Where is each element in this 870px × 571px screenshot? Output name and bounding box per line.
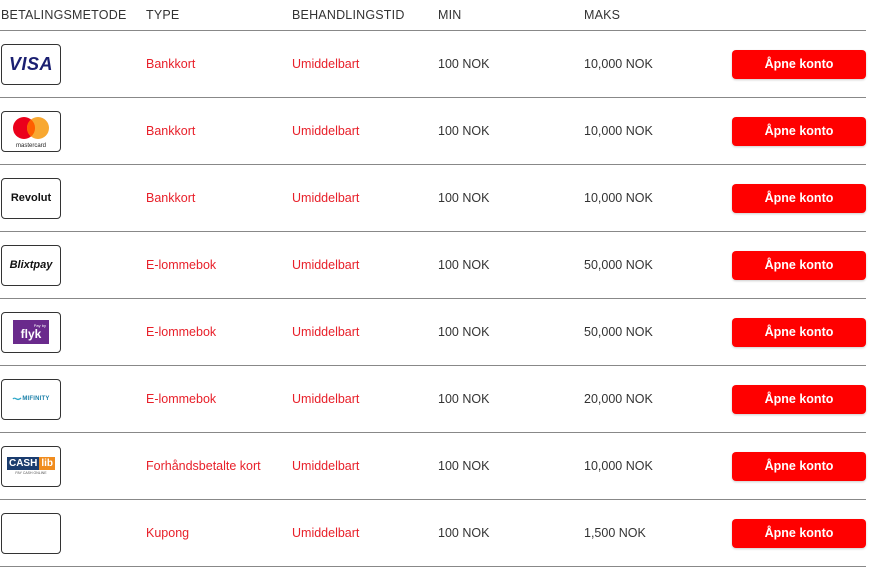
header-type: TYPE bbox=[146, 8, 180, 22]
flyk-logo: Pay by flyk bbox=[1, 312, 61, 353]
min-cell: 100 NOK bbox=[438, 191, 490, 205]
mastercard-circles-icon bbox=[4, 112, 58, 150]
type-cell: Forhåndsbetalte kort bbox=[146, 459, 261, 473]
header-max: MAKS bbox=[584, 8, 621, 22]
min-cell: 100 NOK bbox=[438, 325, 490, 339]
min-cell: 100 NOK bbox=[438, 392, 490, 406]
max-cell: 50,000 NOK bbox=[584, 258, 653, 272]
min-cell: 100 NOK bbox=[438, 526, 490, 540]
max-cell: 20,000 NOK bbox=[584, 392, 653, 406]
type-cell: E-lommebok bbox=[146, 392, 217, 406]
processing-time-cell: Umiddelbart bbox=[292, 191, 360, 205]
table-row bbox=[0, 433, 866, 500]
header-min: MIN bbox=[438, 8, 462, 22]
open-account-button[interactable]: Åpne konto bbox=[732, 519, 866, 548]
table-header bbox=[0, 0, 866, 31]
visa-logo: VISA bbox=[1, 44, 61, 85]
type-cell: Bankkort bbox=[146, 124, 196, 138]
max-cell: 1,500 NOK bbox=[584, 526, 646, 540]
max-cell: 10,000 NOK bbox=[584, 459, 653, 473]
table-row bbox=[0, 299, 866, 366]
processing-time-cell: Umiddelbart bbox=[292, 57, 360, 71]
type-cell: E-lommebok bbox=[146, 325, 217, 339]
processing-time-cell: Umiddelbart bbox=[292, 459, 360, 473]
open-account-button[interactable]: Åpne konto bbox=[732, 184, 866, 213]
table-row bbox=[0, 31, 866, 98]
revolut-logo: Revolut bbox=[1, 178, 61, 219]
open-account-button[interactable]: Åpne konto bbox=[732, 318, 866, 347]
blixtpay-logo: Blixtpay bbox=[1, 245, 61, 286]
min-cell: 100 NOK bbox=[438, 124, 490, 138]
table-row bbox=[0, 366, 866, 433]
open-account-button[interactable]: Åpne konto bbox=[732, 452, 866, 481]
open-account-button[interactable]: Åpne konto bbox=[732, 50, 866, 79]
processing-time-cell: Umiddelbart bbox=[292, 325, 360, 339]
processing-time-cell: Umiddelbart bbox=[292, 258, 360, 272]
table-row bbox=[0, 98, 866, 165]
min-cell: 100 NOK bbox=[438, 57, 490, 71]
open-account-button[interactable]: Åpne konto bbox=[732, 117, 866, 146]
processing-time-cell: Umiddelbart bbox=[292, 392, 360, 406]
processing-time-cell: Umiddelbart bbox=[292, 124, 360, 138]
type-cell: Kupong bbox=[146, 526, 190, 540]
min-cell: 100 NOK bbox=[438, 258, 490, 272]
max-cell: 50,000 NOK bbox=[584, 325, 653, 339]
type-cell: Bankkort bbox=[146, 191, 196, 205]
max-cell: 10,000 NOK bbox=[584, 124, 653, 138]
type-cell: E-lommebok bbox=[146, 258, 217, 272]
header-processing-time: BEHANDLINGSTID bbox=[292, 8, 405, 22]
table-row bbox=[0, 165, 866, 232]
open-account-button[interactable]: Åpne konto bbox=[732, 385, 866, 414]
mifinity-logo: MIFINITY bbox=[1, 379, 61, 420]
voucher-logo-placeholder bbox=[1, 513, 61, 554]
max-cell: 10,000 NOK bbox=[584, 57, 653, 71]
cashlib-logo: CASH lib PAY CASH ONLINE bbox=[1, 446, 61, 487]
open-account-button[interactable]: Åpne konto bbox=[732, 251, 866, 280]
mastercard-logo bbox=[1, 111, 61, 152]
type-cell: Bankkort bbox=[146, 57, 196, 71]
svg-text:mastercard: mastercard bbox=[15, 143, 47, 149]
table-row bbox=[0, 500, 866, 567]
processing-time-cell: Umiddelbart bbox=[292, 526, 360, 540]
mifinity-swoosh-icon bbox=[12, 396, 22, 402]
min-cell: 100 NOK bbox=[438, 459, 490, 473]
header-payment-method: BETALINGSMETODE bbox=[1, 8, 127, 22]
max-cell: 10,000 NOK bbox=[584, 191, 653, 205]
table-row bbox=[0, 232, 866, 299]
